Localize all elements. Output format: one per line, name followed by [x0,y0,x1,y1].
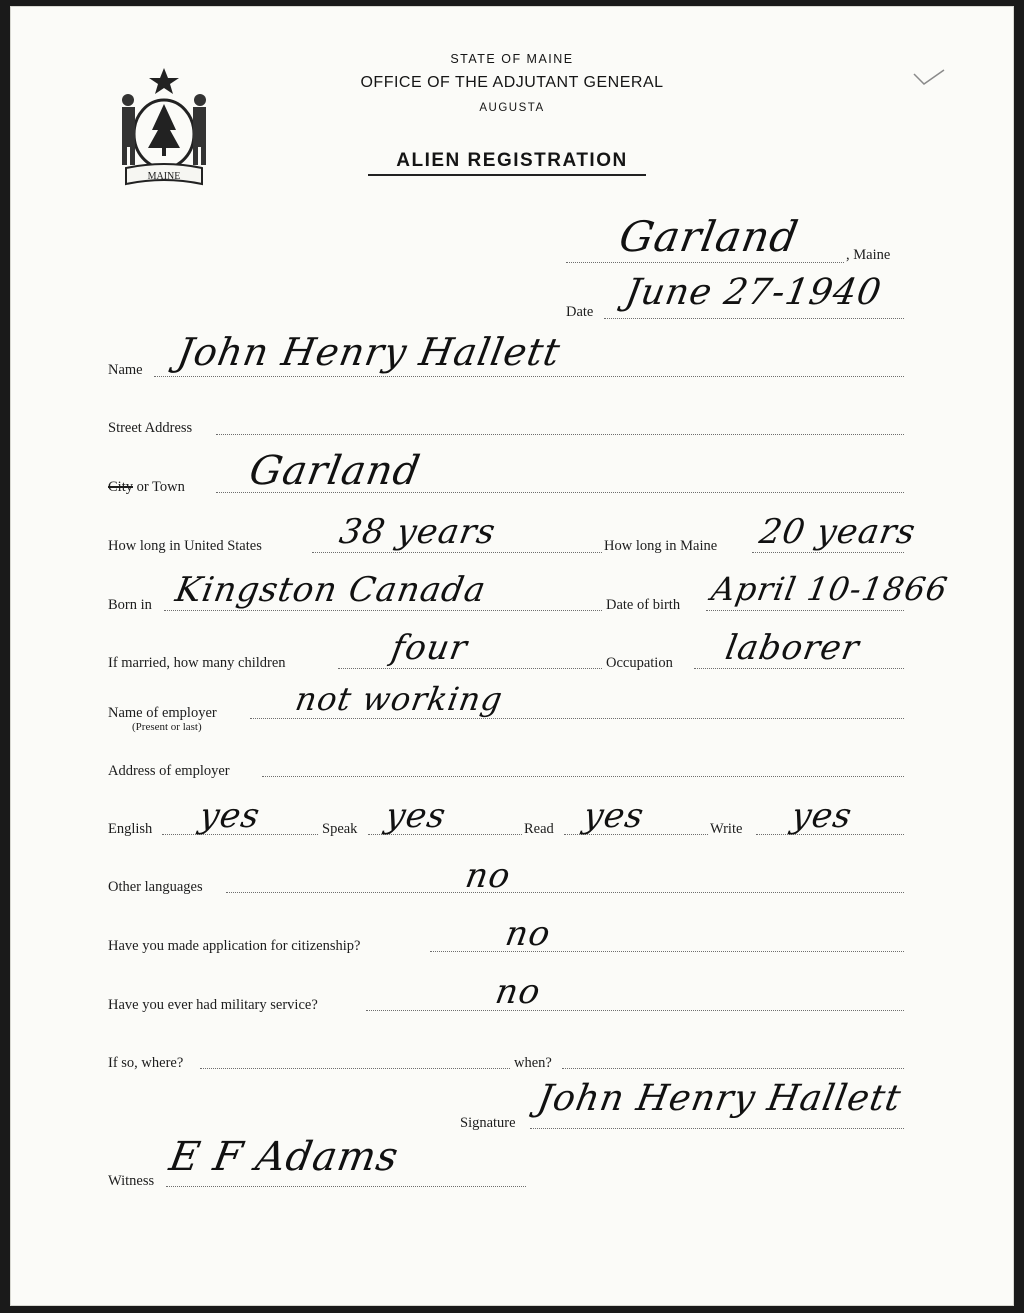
occupation-label: Occupation [606,655,673,671]
header-office: OFFICE OF THE ADJUTANT GENERAL [360,74,664,91]
speak-label: Speak [322,821,358,837]
born-in-label: Born in [108,597,152,613]
date-of-birth-value: April 10-1866 [708,570,951,608]
born-in-line [164,610,602,611]
other-languages-line [226,892,904,893]
employer-sublabel: (Present or last) [132,721,202,733]
when-label: when? [514,1055,552,1071]
date-line [604,318,904,319]
citizenship-value: no [502,914,554,954]
children-value: four [388,628,471,668]
witness-label: Witness [108,1173,155,1189]
signature-line [530,1128,904,1129]
employer-line [250,718,904,719]
title-underline [368,174,646,176]
occupation-value: laborer [722,628,863,668]
where-line [200,1068,510,1069]
street-label: Street Address [108,420,193,436]
place-suffix: , Maine [846,247,891,263]
date-of-birth-label: Date of birth [606,597,681,613]
occupation-line [694,668,904,669]
how-long-us-line [312,552,602,553]
town-label: or Town [132,479,185,495]
children-label: If married, how many children [108,655,286,671]
citizenship-line [430,951,904,952]
witness-line [166,1186,526,1187]
employer-address-line [262,776,904,777]
header-city: AUGUSTA [479,102,545,114]
employer-label: Name of employer [108,705,217,721]
employer-address-label: Address of employer [108,763,230,779]
write-label: Write [710,821,743,837]
military-line [366,1010,904,1011]
date-label: Date [566,304,594,320]
children-line [338,668,602,669]
other-languages-value: no [462,856,514,896]
how-long-maine-line [752,552,904,553]
read-value: yes [580,796,648,836]
when-line [562,1068,904,1069]
name-value: John Henry Hallett [174,330,564,374]
how-long-us-value: 38 years [336,512,499,552]
header-state: STATE OF MAINE [450,52,574,66]
name-line [154,376,904,377]
english-value: yes [196,796,264,836]
place-value: Garland [615,212,803,261]
date-value: June 27-1940 [622,272,885,313]
citizenship-label: Have you made application for citizenship? [108,938,361,954]
witness-value: E F Adams [165,1134,403,1180]
form-title: ALIEN REGISTRATION [396,150,628,171]
if-so-where-label: If so, where? [108,1055,184,1071]
how-long-us-label: How long in United States [108,538,262,554]
born-in-value: Kingston Canada [172,570,490,610]
city-town-label [108,479,185,496]
street-line [216,434,904,435]
speak-value: yes [382,796,450,836]
name-label: Name [108,362,143,378]
how-long-maine-value: 20 years [756,512,919,552]
date-of-birth-line [706,610,904,611]
signature-label: Signature [460,1115,516,1131]
english-label: English [108,821,153,837]
military-label: Have you ever had military service? [108,997,318,1013]
military-value: no [492,972,544,1012]
place-line [566,262,844,263]
city-label-struck: City [108,479,133,495]
signature-value: John Henry Hallett [534,1078,905,1119]
employer-value: not working [292,680,506,718]
check-mark-icon [912,66,946,88]
city-town-value: Garland [245,448,424,494]
how-long-maine-label: How long in Maine [604,538,718,554]
write-value: yes [788,796,856,836]
other-languages-label: Other languages [108,879,203,895]
read-label: Read [524,821,554,837]
seal-text: MAINE [147,171,181,182]
